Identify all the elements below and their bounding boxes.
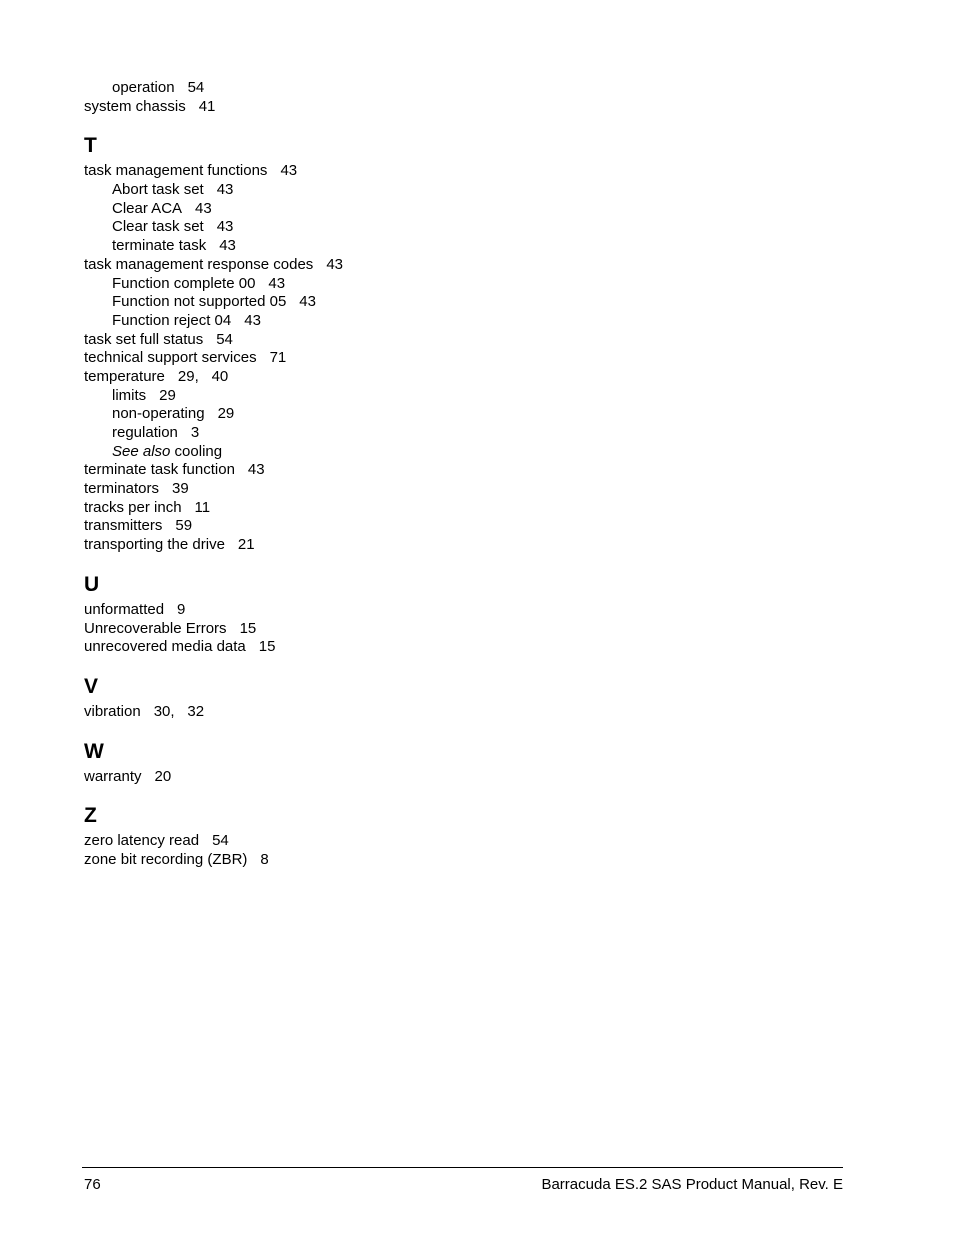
page-reference[interactable]: 54 (212, 832, 229, 850)
index-term: Abort task set (112, 181, 204, 199)
index-term: Function reject 04 (112, 311, 232, 329)
index-term: task set full status (84, 330, 204, 348)
page-reference[interactable]: 15 (239, 619, 257, 637)
index-entry (84, 832, 784, 851)
index-entry: temperature 29, 40 (84, 367, 229, 385)
index-entry (84, 98, 784, 117)
index-term: terminate task (112, 237, 207, 255)
page-reference[interactable]: 30 (153, 702, 171, 720)
index-term: cooling (174, 442, 223, 460)
page-reference[interactable]: 71 (269, 349, 287, 367)
index-term: terminators (84, 480, 160, 498)
index-entry (84, 331, 784, 350)
page-reference[interactable]: 15 (258, 638, 276, 656)
page-reference[interactable]: 8 (260, 850, 269, 868)
index-subentry (84, 387, 784, 406)
index-subentry (84, 443, 784, 462)
section-letter: U (84, 572, 100, 596)
index-subentry (84, 424, 784, 443)
index-entry (84, 480, 784, 499)
page-reference[interactable]: 9 (177, 600, 186, 618)
index-entry (84, 461, 784, 480)
index-entry (84, 162, 784, 181)
page-reference[interactable]: 29 (217, 405, 235, 423)
section-letter: Z (84, 804, 97, 828)
index-term: temperature (84, 367, 165, 385)
page-reference[interactable]: 40 (211, 367, 229, 385)
index-entry (84, 499, 784, 518)
page-reference[interactable]: 29 (177, 367, 195, 385)
page-number: 76 (84, 1176, 101, 1193)
index-subentry (84, 405, 784, 424)
page-reference[interactable]: 43 (268, 274, 286, 292)
page-reference[interactable]: 54 (187, 79, 205, 96)
index-term: zone bit recording (ZBR) (84, 850, 248, 868)
page-reference[interactable]: 43 (216, 218, 234, 236)
see-also-label: See also (112, 442, 171, 460)
section-letter: V (84, 674, 99, 698)
index-term: operation (112, 79, 175, 96)
index-term: system chassis (84, 97, 186, 115)
index-entry (84, 517, 784, 536)
index-entry (84, 349, 784, 368)
index-term: Function not supported 05 (112, 293, 287, 311)
index-entry (84, 256, 784, 275)
index-term: unformatted (84, 600, 165, 618)
index-term: transporting the drive (84, 536, 225, 554)
index-entry: vibration 30, 32 (84, 702, 205, 720)
page-reference[interactable]: 11 (194, 498, 211, 516)
page-reference[interactable]: 29 (159, 386, 176, 404)
page-reference[interactable]: 43 (326, 255, 343, 273)
page-reference[interactable]: 43 (299, 293, 316, 311)
index-entry (84, 638, 784, 657)
page-reference[interactable]: 43 (280, 162, 298, 180)
index-term: transmitters (84, 517, 163, 535)
index-term: vibration (84, 702, 141, 720)
index-list (84, 79, 784, 870)
index-term: limits (112, 386, 147, 404)
index-entry (84, 620, 784, 639)
footer-divider (82, 1167, 843, 1168)
index-subentry (84, 181, 784, 200)
page-reference[interactable]: 39 (172, 480, 189, 498)
page-reference[interactable]: 3 (190, 424, 200, 441)
page-reference[interactable]: 54 (216, 330, 233, 348)
index-subentry (84, 293, 784, 312)
index-term: regulation (112, 424, 178, 441)
index-entry (84, 768, 784, 787)
index-term: task management functions (84, 162, 268, 180)
index-term: Clear task set (112, 218, 204, 236)
manual-title: Barracuda ES.2 SAS Product Manual, Rev. E (541, 1176, 843, 1193)
index-entry (84, 601, 784, 620)
index-subentry (84, 237, 784, 256)
page-reference[interactable]: 43 (244, 311, 261, 329)
page-reference[interactable]: 41 (198, 97, 216, 115)
index-subentry (84, 79, 784, 98)
index-entry (84, 536, 784, 555)
index-term: warranty (84, 767, 142, 785)
page-reference[interactable]: 59 (175, 517, 193, 535)
index-term: terminate task function (84, 461, 235, 479)
section-letter: W (84, 739, 104, 763)
page-reference[interactable]: 43 (216, 181, 234, 199)
page-reference[interactable]: 32 (187, 702, 205, 720)
index-term: Unrecoverable Errors (84, 619, 227, 637)
index-term: unrecovered media data (84, 638, 246, 656)
page-reference[interactable]: 20 (154, 767, 172, 785)
index-subentry (84, 200, 784, 219)
page-reference[interactable]: 43 (247, 461, 265, 479)
page-reference[interactable]: 21 (237, 536, 255, 554)
index-term: tracks per inch (84, 498, 182, 516)
index-term: technical support services (84, 349, 257, 367)
page-reference[interactable]: 43 (219, 237, 236, 255)
page-reference[interactable]: 43 (195, 199, 212, 217)
index-subentry (84, 275, 784, 294)
index-entry (84, 851, 784, 870)
index-term: Clear ACA (112, 199, 183, 217)
section-letter: T (84, 134, 97, 158)
index-subentry (84, 312, 784, 331)
index-term: zero latency read (84, 832, 200, 850)
index-term: Function complete 00 (112, 274, 256, 292)
index-term: non-operating (112, 405, 205, 423)
index-subentry (84, 218, 784, 237)
index-term: task management response codes (84, 255, 314, 273)
